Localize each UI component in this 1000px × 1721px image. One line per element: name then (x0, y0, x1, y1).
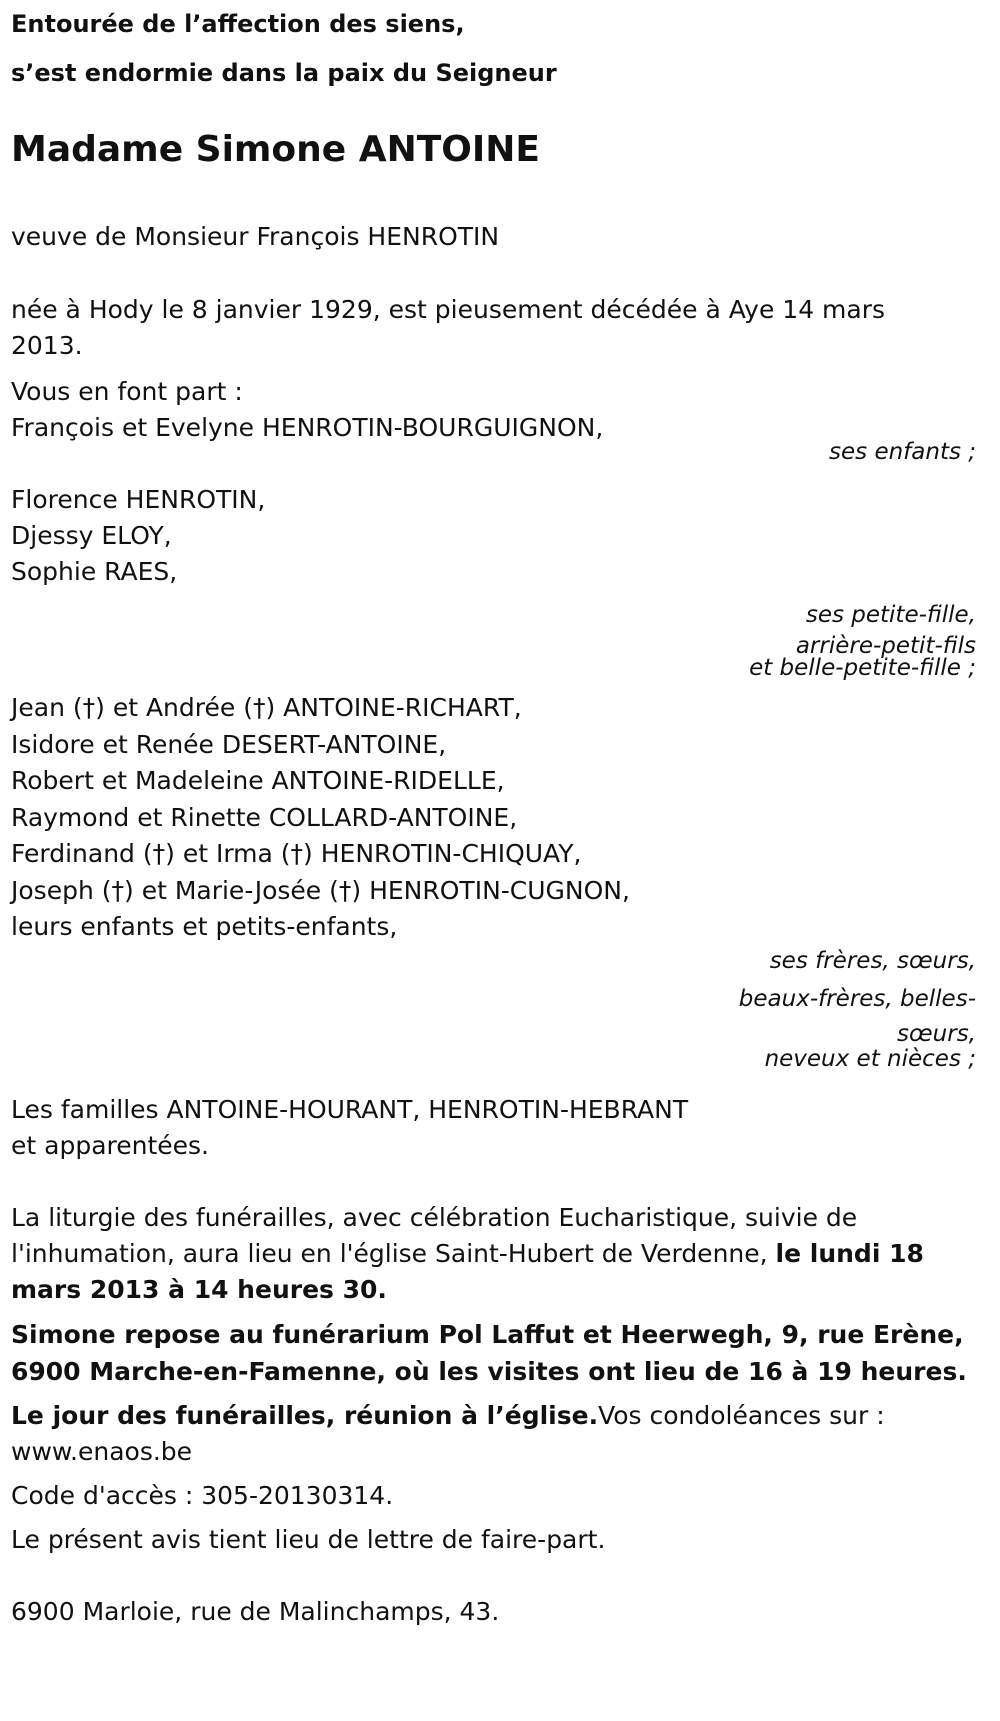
obituary-notice (11, 0, 991, 1630)
address: 6900 Marloie, rue de Malinchamps, 43. (11, 1596, 500, 1626)
grandchildren-names (11, 482, 991, 590)
notice: Le présent avis tient lieu de lettre de faire-part. (11, 1524, 606, 1554)
liturgy-line (11, 1236, 991, 1272)
widow-of: veuve de Monsieur François HENROTIN (11, 222, 500, 251)
liturgy-time: mars 2013 à 14 heures 30. (11, 1274, 387, 1304)
funerarium-line: 6900 Marche-en-Famenne, où les visites ont lieu de 16 à 19 heures. (11, 1356, 967, 1386)
funerarium-line: Simone repose au funérarium Pol Laffut et Heerwegh, 9, rue Erène, (11, 1319, 964, 1349)
birth-death-line: 2013. (11, 331, 83, 360)
relation-line: arrière-petit-fils (795, 633, 976, 659)
family-line: Djessy ELOY, (11, 521, 172, 550)
relation-line: ses petite-fille, (805, 602, 976, 628)
deceased-name: Madame Simone ANTOINE (11, 129, 540, 170)
birth-death-line: née à Hody le 8 janvier 1929, est pieusement décédée à Aye 14 mars (11, 295, 886, 324)
relation-line: et belle-petite-fille ; (749, 655, 976, 681)
liturgy-line: La liturgie des funérailles, avec célébration Eucharistique, suivie de (11, 1202, 858, 1232)
family-line: Jean (†) et Andrée (†) ANTOINE-RICHART, (11, 693, 522, 722)
grandchildren-relation (11, 596, 976, 681)
family-line: Robert et Madeleine ANTOINE-RIDELLE, (11, 766, 505, 795)
family-line: Joseph (†) et Marie-Josée (†) HENROTIN-CUGNON, (11, 875, 630, 905)
family-line: Ferdinand (†) et Irma (†) HENROTIN-CHIQUAY, (11, 839, 582, 868)
relation-line: neveux et nièces ; (764, 1045, 976, 1072)
birth-death (11, 292, 991, 364)
family-line: leurs enfants et petits-enfants, (11, 912, 398, 941)
funeral-day (11, 1398, 991, 1470)
family-line: Sophie RAES, (11, 557, 178, 586)
relation-line: ses frères, sœurs, (769, 947, 976, 974)
funeral-day-line (11, 1398, 991, 1434)
families (11, 1092, 991, 1164)
liturgy-location: l'inhumation, aura lieu en l'église Saint-Hubert de Verdenne, (11, 1238, 776, 1268)
announcement: Vous en font part : (11, 377, 243, 406)
family-line: Florence HENROTIN, (11, 485, 266, 514)
relation-line: ses enfants ; (829, 439, 976, 465)
liturgy (11, 1200, 991, 1308)
condolences-text: Vos condoléances sur : (598, 1400, 885, 1430)
funeral-day-meeting: Le jour des funérailles, réunion à l’église. (11, 1400, 599, 1430)
intro-line: Entourée de l’affection des siens, (11, 10, 465, 38)
families-line: et apparentées. (11, 1130, 209, 1160)
family-line: François et Evelyne HENROTIN-BOURGUIGNON, (11, 413, 604, 442)
funerarium (11, 1316, 991, 1390)
family-line: Isidore et Renée DESERT-ANTOINE, (11, 729, 447, 759)
relation-line: beaux-frères, belles- (738, 985, 976, 1012)
liturgy-date: le lundi 18 (775, 1238, 924, 1268)
intro-line: s’est endormie dans la paix du Seigneur (11, 59, 557, 87)
families-line: Les familles ANTOINE-HOURANT, HENROTIN-HEBRANT (11, 1094, 689, 1124)
relation-line: sœurs, (897, 1020, 976, 1047)
access-code: Code d'accès : 305-20130314. (11, 1480, 394, 1510)
website-link[interactable]: www.enaos.be (11, 1436, 193, 1466)
family-line: Raymond et Rinette COLLARD-ANTOINE, (11, 802, 518, 832)
intro (11, 0, 991, 98)
siblings-relation (11, 942, 976, 1072)
siblings-names (11, 690, 991, 946)
